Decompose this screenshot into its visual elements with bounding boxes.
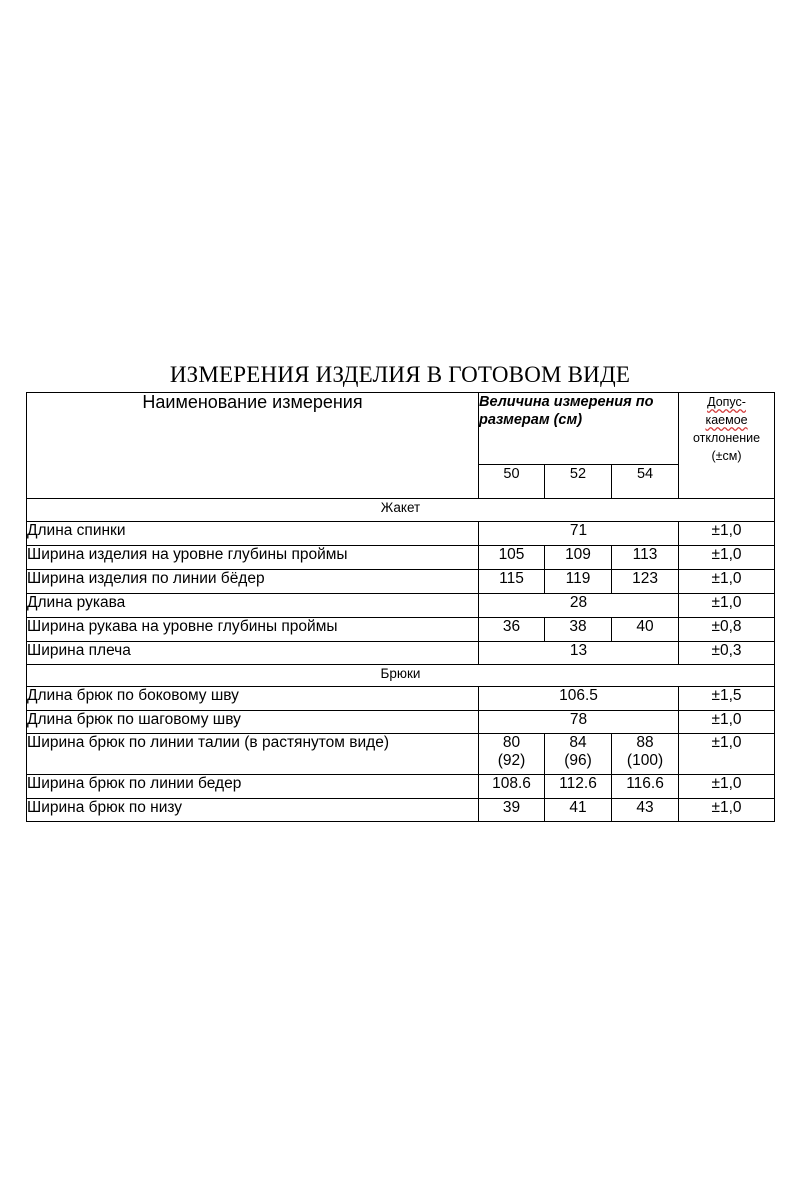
section-row-trousers xyxy=(27,665,775,687)
measure-tolerance: ±1,0 xyxy=(679,775,775,799)
size-52: 52 xyxy=(545,465,612,499)
tolerance-line-3: отклонение xyxy=(692,431,761,445)
value-main: 84 xyxy=(569,734,587,751)
table-row xyxy=(27,642,775,665)
measure-name: Ширина брюк по линии талии (в растянутом виде) xyxy=(27,734,479,775)
measure-value: 41 xyxy=(545,799,612,822)
measure-tolerance: ±1,0 xyxy=(679,546,775,570)
measure-name: Длина спинки xyxy=(27,522,479,546)
measure-value xyxy=(479,734,545,775)
measure-tolerance: ±1,0 xyxy=(679,734,775,775)
measure-value: 71 xyxy=(479,522,679,546)
table-row xyxy=(27,618,775,642)
table-row xyxy=(27,687,775,711)
value-stretched: (100) xyxy=(626,752,664,769)
measure-tolerance: ±1,0 xyxy=(679,522,775,546)
measure-value: 13 xyxy=(479,642,679,665)
document-title: ИЗМЕРЕНИЯ ИЗДЕЛИЯ В ГОТОВОМ ВИДЕ xyxy=(169,362,631,387)
value-main: 88 xyxy=(636,734,654,751)
measure-value: 116.6 xyxy=(612,775,679,799)
measure-name: Ширина плеча xyxy=(27,642,479,665)
section-label: Жакет xyxy=(27,499,775,522)
tolerance-line-4: (±см) xyxy=(711,449,742,463)
measure-value: 109 xyxy=(545,546,612,570)
value-main: 80 xyxy=(502,734,521,751)
measure-value: 43 xyxy=(612,799,679,822)
section-label: Брюки xyxy=(27,665,775,687)
header-tolerance xyxy=(679,393,775,499)
measure-value: 112.6 xyxy=(545,775,612,799)
table-row xyxy=(27,799,775,822)
measure-name: Ширина брюк по линии бедер xyxy=(27,775,479,799)
header-sizes-title: Величина измерения по размерам (см) xyxy=(479,393,679,465)
measure-name: Длина брюк по боковому шву xyxy=(27,687,479,711)
table-row xyxy=(27,522,775,546)
header-name-column: Наименование измерения xyxy=(27,393,479,499)
table-row xyxy=(27,711,775,734)
table-row xyxy=(27,775,775,799)
measure-value: 36 xyxy=(479,618,545,642)
measure-tolerance: ±0,8 xyxy=(679,618,775,642)
measure-name: Ширина брюк по низу xyxy=(27,799,479,822)
measure-value: 123 xyxy=(612,570,679,594)
measure-value: 119 xyxy=(545,570,612,594)
measure-tolerance: ±0,3 xyxy=(679,642,775,665)
table-row xyxy=(27,546,775,570)
measure-tolerance: ±1,0 xyxy=(679,570,775,594)
header-row xyxy=(27,393,775,465)
size-54: 54 xyxy=(612,465,679,499)
measure-value: 38 xyxy=(545,618,612,642)
measure-value: 105 xyxy=(479,546,545,570)
measure-value: 78 xyxy=(479,711,679,734)
measure-value xyxy=(545,734,612,775)
measure-tolerance: ±1,0 xyxy=(679,594,775,618)
measure-value: 40 xyxy=(612,618,679,642)
measure-value: 106.5 xyxy=(479,687,679,711)
table-row xyxy=(27,570,775,594)
measure-value xyxy=(612,734,679,775)
measure-name: Ширина изделия по линии бёдер xyxy=(27,570,479,594)
tolerance-line-1: Допус- xyxy=(707,395,746,409)
measure-name: Ширина рукава на уровне глубины проймы xyxy=(27,618,479,642)
measure-tolerance: ±1,0 xyxy=(679,711,775,734)
measure-value: 108.6 xyxy=(479,775,545,799)
value-stretched: (92) xyxy=(497,752,526,769)
table-row xyxy=(27,594,775,618)
value-stretched: (96) xyxy=(564,752,592,769)
size-50: 50 xyxy=(479,465,545,499)
measurements-table xyxy=(26,392,775,822)
measure-name: Ширина изделия на уровне глубины проймы xyxy=(27,546,479,570)
measure-name: Длина брюк по шаговому шву xyxy=(27,711,479,734)
measure-value: 39 xyxy=(479,799,545,822)
measure-name: Длина рукава xyxy=(27,594,479,618)
measure-value: 28 xyxy=(479,594,679,618)
section-row-jacket xyxy=(27,499,775,522)
measure-tolerance: ±1,0 xyxy=(679,799,775,822)
measure-value: 115 xyxy=(479,570,545,594)
measure-value: 113 xyxy=(612,546,679,570)
measure-tolerance: ±1,5 xyxy=(679,687,775,711)
table-row xyxy=(27,734,775,775)
tolerance-line-2: каемое xyxy=(705,413,748,427)
